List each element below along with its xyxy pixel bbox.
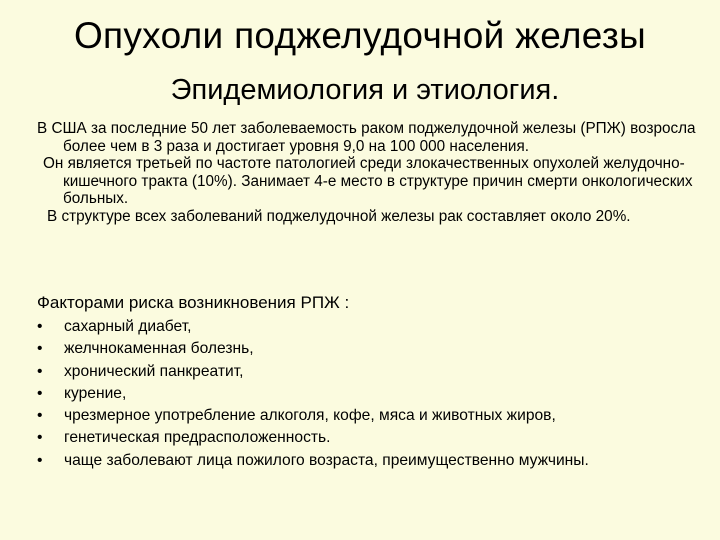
list-item-text: хронический панкреатит, (64, 362, 244, 380)
bullet-icon: • (37, 429, 43, 447)
bullet-icon: • (37, 384, 43, 402)
intro-paragraph-1: В США за последние 50 лет заболеваемость раком поджелудочной железы (РПЖ) возросла более чем в 3 раза и достигает уровня 9,0 на 100 000 населения. (37, 120, 696, 155)
bullet-icon: • (37, 340, 43, 358)
list-item (37, 405, 707, 427)
list-item-text: курение, (64, 384, 127, 402)
list-item (37, 383, 707, 405)
slide-subtitle: Эпидемиология и этиология. (170, 74, 560, 106)
list-item-text: генетическая предрасположенность. (64, 429, 331, 447)
intro-paragraph-2: Он является третьей по частоте патологией среди злокачественных опухолей желудочно-кишечного тракта (10%). Занимает 4-е место в структуре причин смерти онкологических больных. (43, 155, 693, 208)
intro-paragraph-3: В структуре всех заболеваний поджелудочной железы рак составляет около 20%. (47, 207, 631, 225)
bullet-icon: • (37, 362, 43, 380)
list-item-text: желчнокаменная болезнь, (64, 340, 254, 358)
list-item (37, 427, 707, 449)
list-item (37, 338, 707, 360)
list-item-text: чаще заболевают лица пожилого возраста, преимущественно мужчины. (64, 451, 589, 469)
list-item-text: сахарный диабет, (64, 318, 192, 335)
list-item (37, 361, 707, 383)
risk-factors-list (37, 316, 707, 472)
bullet-icon: • (37, 407, 43, 425)
intro-text (37, 120, 707, 226)
bullet-icon: • (37, 451, 43, 469)
list-item (37, 316, 707, 338)
list-item (37, 450, 707, 472)
slide-title: Опухоли поджелудочной железы (73, 15, 647, 56)
risk-factors-heading: Факторами риска возникновения РПЖ : (37, 293, 350, 312)
list-item-text: чрезмерное употребление алкоголя, кофе, мяса и животных жиров, (64, 407, 556, 425)
bullet-icon: • (37, 318, 43, 335)
